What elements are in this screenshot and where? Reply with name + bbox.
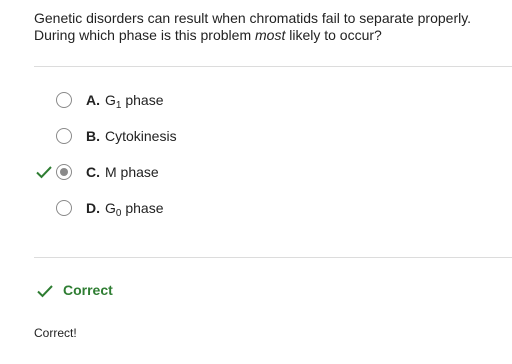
option-c-radio-dot	[60, 168, 68, 176]
option-a-radio[interactable]	[56, 92, 72, 108]
option-c-text: M phase	[105, 164, 159, 180]
feedback-explanation: Correct!	[34, 326, 77, 340]
option-d-text-after: phase	[121, 200, 164, 216]
option-b-text: Cytokinesis	[105, 128, 177, 144]
question-line-2-start: During which phase is this problem	[34, 27, 252, 43]
option-a-text	[105, 92, 164, 111]
option-a-subscript: 1	[115, 100, 122, 111]
check-icon	[36, 283, 54, 299]
option-c[interactable]	[0, 154, 512, 190]
question-line-1: Genetic disorders can result when chromatids fail to separate properly.	[34, 10, 472, 26]
bottom-divider	[34, 257, 512, 258]
option-d-text-main: G	[105, 200, 116, 216]
option-b-letter: B.	[86, 128, 100, 144]
option-a[interactable]	[0, 82, 512, 118]
question-line-2-end: likely to occur?	[289, 27, 382, 43]
option-d-radio[interactable]	[56, 200, 72, 216]
answer-options	[0, 82, 512, 226]
option-d[interactable]	[0, 190, 512, 226]
option-a-text-main: G	[105, 92, 116, 108]
question-text	[34, 10, 504, 44]
question-emphasis: most	[255, 27, 286, 43]
feedback-status-label: Correct	[63, 282, 113, 298]
option-a-letter: A.	[86, 92, 100, 108]
option-b[interactable]	[0, 118, 512, 154]
top-divider	[34, 66, 512, 67]
option-c-radio[interactable]	[56, 164, 72, 180]
option-d-letter: D.	[86, 200, 100, 216]
option-d-subscript: 0	[115, 208, 122, 219]
option-d-text	[105, 200, 164, 219]
question-line-2	[34, 27, 504, 44]
option-a-text-after: phase	[121, 92, 164, 108]
option-b-radio[interactable]	[56, 128, 72, 144]
option-c-letter: C.	[86, 164, 100, 180]
check-icon	[35, 164, 53, 180]
